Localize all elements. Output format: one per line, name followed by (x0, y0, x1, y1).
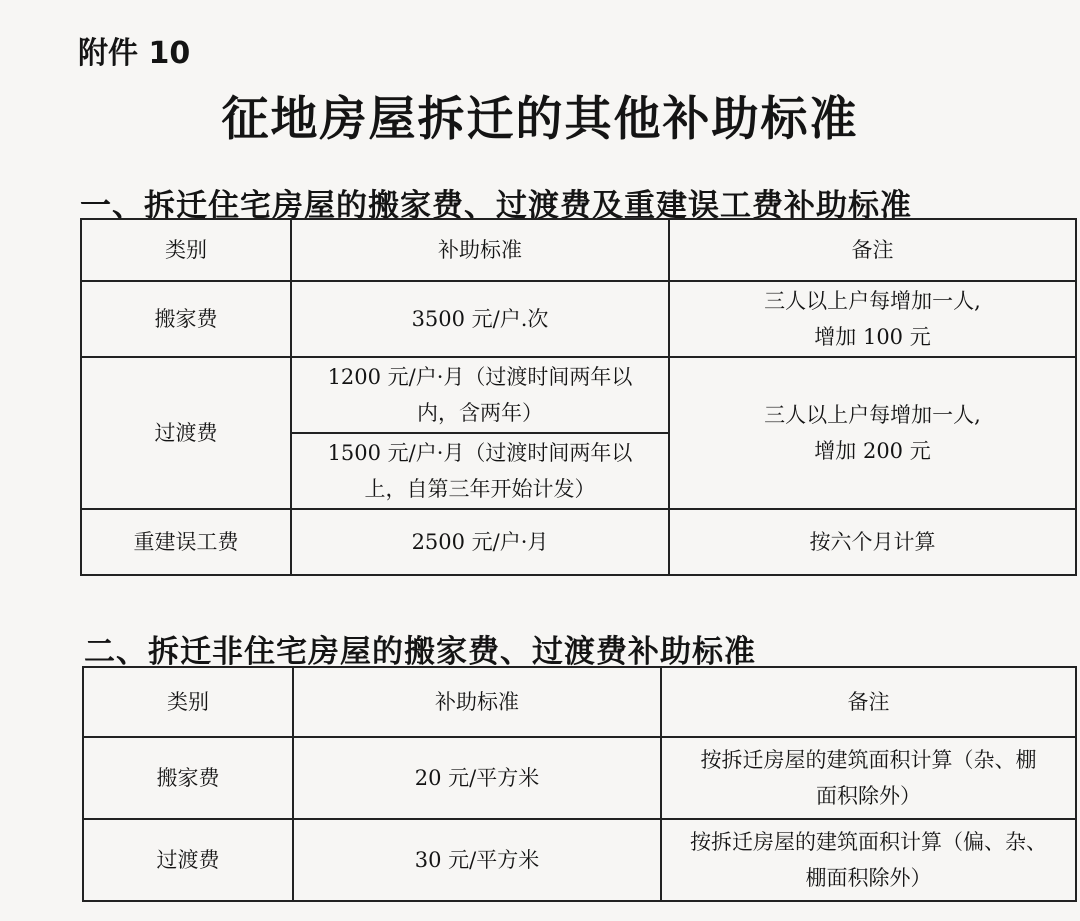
note-line: 棚面积除外） (805, 866, 932, 890)
note-cell: 按六个月计算 (669, 509, 1076, 575)
header-note: 备注 (669, 219, 1076, 281)
standard-cell: 2500 元/户·月 (291, 509, 669, 575)
note-line: 增加 100 元 (814, 325, 931, 349)
category-cell: 重建误工费 (81, 509, 291, 575)
standard-cell: 3500 元/户.次 (291, 281, 669, 357)
category-cell: 过渡费 (81, 357, 291, 509)
standard-cell (291, 357, 669, 433)
residential-subsidy-table (80, 218, 1077, 576)
note-line: 三人以上户每增加一人, (764, 289, 981, 313)
table-row (81, 281, 1076, 357)
standard-line: 内，含两年） (417, 401, 543, 425)
table-row (81, 509, 1076, 575)
header-standard: 补助标准 (291, 219, 669, 281)
non-residential-subsidy-table (82, 666, 1077, 902)
note-cell (661, 737, 1076, 819)
note-line: 按拆迁房屋的建筑面积计算（偏、杂、 (690, 830, 1047, 854)
note-cell (669, 281, 1076, 357)
note-cell (669, 357, 1076, 509)
section1-heading: 一、拆迁住宅房屋的搬家费、过渡费及重建误工费补助标准 (80, 188, 912, 224)
note-line: 按拆迁房屋的建筑面积计算（杂、棚 (700, 748, 1037, 772)
section2-heading: 二、拆迁非住宅房屋的搬家费、过渡费补助标准 (84, 634, 756, 670)
standard-cell: 20 元/平方米 (293, 737, 661, 819)
note-line: 面积除外） (816, 784, 921, 808)
header-category: 类别 (83, 667, 293, 737)
standard-cell: 30 元/平方米 (293, 819, 661, 901)
standard-line: 上，自第三年开始计发） (364, 477, 596, 501)
header-category: 类别 (81, 219, 291, 281)
header-standard: 补助标准 (293, 667, 661, 737)
category-cell: 搬家费 (81, 281, 291, 357)
standard-line: 1500 元/户·月（过渡时间两年以 (327, 441, 633, 465)
document-title: 征地房屋拆迁的其他补助标准 (221, 92, 859, 147)
standard-line: 1200 元/户·月（过渡时间两年以 (327, 365, 633, 389)
note-cell (661, 819, 1076, 901)
note-line: 增加 200 元 (814, 439, 931, 463)
header-note: 备注 (661, 667, 1076, 737)
table-header-row (83, 667, 1076, 737)
category-cell: 过渡费 (83, 819, 293, 901)
category-cell: 搬家费 (83, 737, 293, 819)
table-row (83, 819, 1076, 901)
standard-cell (291, 433, 669, 509)
table-row (81, 357, 1076, 433)
attachment-label: 附件 10 (78, 36, 191, 71)
note-line: 三人以上户每增加一人, (764, 403, 981, 427)
table-header-row (81, 219, 1076, 281)
table-row (83, 737, 1076, 819)
